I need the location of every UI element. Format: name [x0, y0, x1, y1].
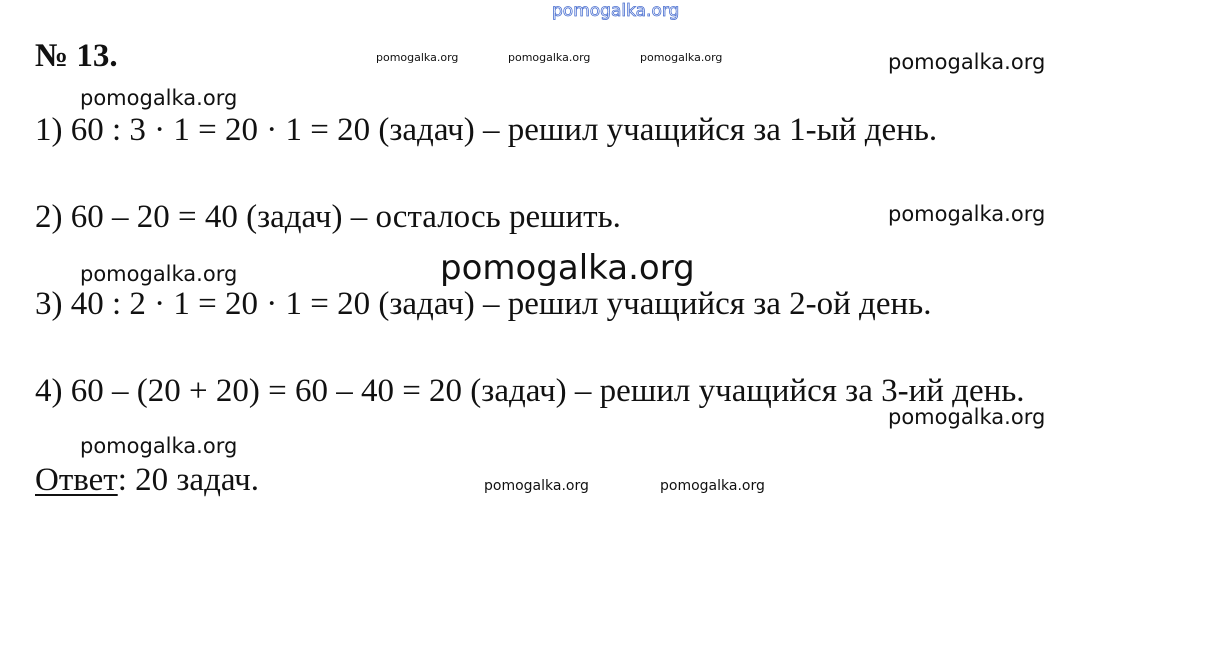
solution-step-3: 3) 40 : 2 · 1 = 20 · 1 = 20 (задач) – решил учащийся за 2-ой день.: [35, 286, 932, 322]
watermark-small: pomogalka.org: [484, 478, 589, 494]
watermark-right: pomogalka.org: [888, 50, 1046, 74]
answer-label: Ответ: [35, 462, 118, 498]
watermark-right: pomogalka.org: [888, 202, 1046, 226]
watermark-small: pomogalka.org: [660, 478, 765, 494]
watermark-center: pomogalka.org: [440, 248, 695, 288]
watermark-left: pomogalka.org: [80, 86, 238, 110]
answer-value: : 20 задач.: [117, 462, 260, 498]
watermark-small: pomogalka.org: [376, 51, 459, 64]
solution-step-1: 1) 60 : 3 · 1 = 20 · 1 = 20 (задач) – решил учащийся за 1-ый день.: [35, 112, 938, 148]
watermark-small: pomogalka.org: [640, 51, 723, 64]
watermark-right: pomogalka.org: [888, 405, 1046, 429]
solution-step-4: 4) 60 – (20 + 20) = 60 – 40 = 20 (задач) – решил учащийся за 3-ий день.: [35, 373, 1025, 409]
watermark-left: pomogalka.org: [80, 434, 238, 458]
watermark-small: pomogalka.org: [508, 51, 591, 64]
exercise-title: № 13.: [35, 38, 118, 74]
watermark-top: pomogalka.org: [552, 1, 680, 21]
watermark-left: pomogalka.org: [80, 262, 238, 286]
answer-line: [35, 462, 259, 499]
solution-step-2: 2) 60 – 20 = 40 (задач) – осталось решить.: [35, 199, 621, 235]
